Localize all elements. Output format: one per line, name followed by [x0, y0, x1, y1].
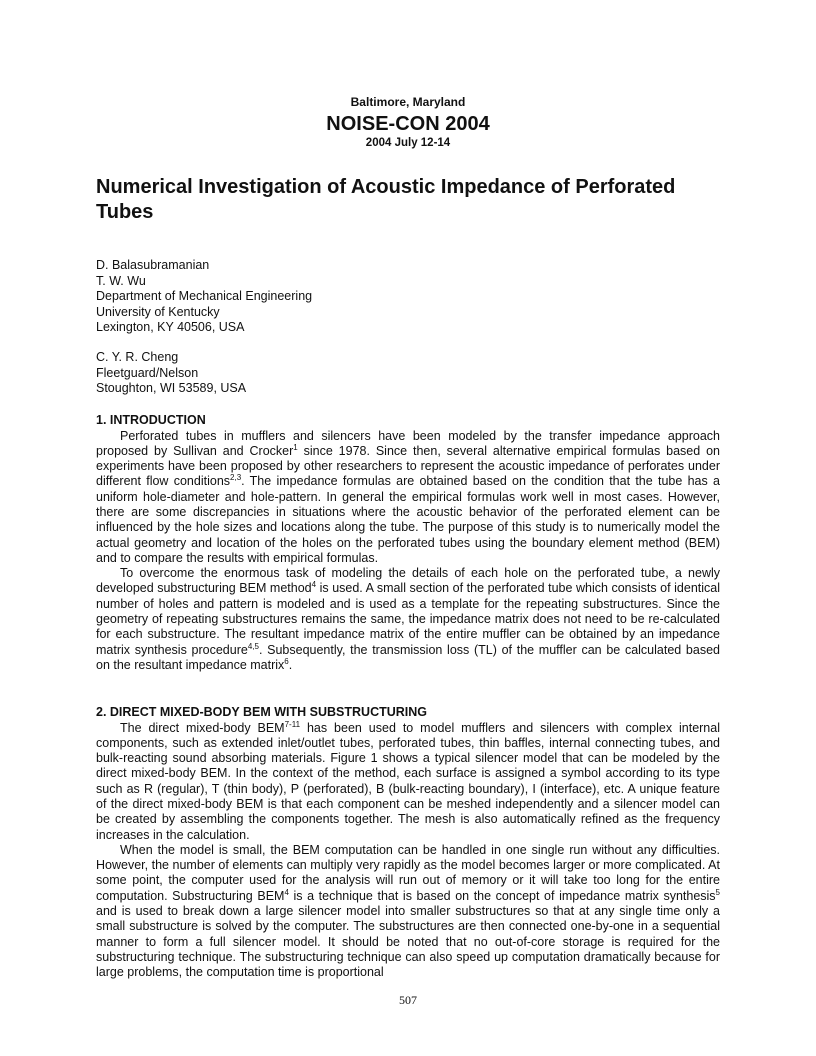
- citation-superscript: 4: [311, 580, 317, 590]
- paragraph: [96, 721, 720, 843]
- affiliation-line: University of Kentucky: [96, 304, 220, 319]
- paragraph-text: and is used to break down a large silencer model into smaller substructures so that at any single time only a small substructure is solved by the computer. The substructures are then connected one-by-one in a sequential manner to form a full silencer model. It should be noted that no out-of-core storage is required for the substructuring technique. The substructuring technique can also speed up computation dramatically because for large problems, the computation time is proportional: [96, 904, 720, 980]
- section-heading: 1. INTRODUCTION: [96, 413, 206, 427]
- citation-superscript: 5: [715, 887, 720, 897]
- section-heading: 2. DIRECT MIXED-BODY BEM WITH SUBSTRUCTURING: [96, 705, 428, 719]
- paragraph-text: since 1978. Since then, several alternative empirical formulas based on experiments have been proposed by other researchers to represent the acoustic impedance of perforates under different flow conditions: [96, 443, 720, 489]
- affiliation-line: Department of Mechanical Engineering: [96, 289, 313, 304]
- paragraph-text: . Subsequently, the transmission loss (TL) of the muffler can be calculated based on the resultant impedance matrix: [96, 642, 720, 672]
- paragraph-text: The direct mixed-body BEM: [120, 720, 285, 735]
- citation-superscript: 4: [284, 887, 289, 897]
- conference-name: NOISE-CON 2004: [326, 113, 490, 135]
- citation-superscript: 7-11: [284, 719, 301, 729]
- paragraph-text: is a technique that is based on the concept of impedance matrix synthesis: [288, 888, 716, 903]
- section-introduction: [96, 413, 720, 673]
- citation-superscript: 6: [284, 656, 289, 666]
- paragraph-text: .: [288, 657, 293, 672]
- affiliation-line: Fleetguard/Nelson: [96, 365, 199, 380]
- paragraph-text: Perforated tubes in mufflers and silencers have been modeled by the transfer impedance approach proposed by Sullivan and Crocker: [96, 428, 720, 458]
- citation-superscript: 4,5: [247, 641, 259, 651]
- paragraph-text: is used. A small section of the perforated tube which consists of identical number of holes and pattern is modeled and is used as a template for the repeating substructures. Since the geometry of repeating substructures remains the same, the impedance matrix does not need to be re-calculated for each substructure. The resultant impedance matrix of the entire muffler can be obtained by an impedance matrix synthesis procedure: [96, 581, 721, 657]
- author-line: T. W. Wu: [96, 273, 146, 288]
- author-block-2: [96, 350, 246, 397]
- section-direct-mixed-body-bem: [96, 705, 720, 981]
- citation-superscript: 2,3: [230, 473, 242, 483]
- author-block-1: [96, 258, 312, 336]
- citation-superscript: 1: [293, 442, 298, 452]
- conference-dates: 2004 July 12-14: [365, 137, 451, 149]
- paragraph-text: . The impedance formulas are obtained based on the condition that the tube has a uniform hole-diameter and hole-pattern. In general the empirical formulas work well in most cases. However, there are some discrepancies in situations where the acoustic behavior of the perforated element can be influenced by the hole sizes and locations along the tube. The purpose of this study is to numerically model the actual geometry and location of the holes on the perforated tubes using the boundary element method (BEM) and to compare the results with empirical formulas.: [96, 474, 720, 565]
- author-line: D. Balasubramanian: [96, 258, 210, 272]
- paragraph-text: has been used to model mufflers and silencers with complex internal components, such as extended inlet/outlet tubes, perforated tubes, thin baffles, internal connecting tubes, and bulk-reacting sound absorbing materials. Figure 1 shows a typical silencer model that can be modeled by the direct mixed-body BEM. In the context of the method, each surface is assigned a symbol according to its type such as R (regular), T (thin body), P (perforated), B (bulk-reacting boundary), I (interface), etc. A unique feature of the direct mixed-body BEM is that each component can be meshed independently and a silencer model can be created by assembling the components together. The mesh is also automatically refined as the frequency increases in the calculation.: [96, 720, 720, 842]
- paragraph: [96, 843, 720, 981]
- paragraph-text: When the model is small, the BEM computation can be handled in one single run without any difficulties. However, the number of elements can multiply very rapidly as the model becomes larger or more complicated. At some point, the computer used for the analysis will run out of memory or it will take too long for the entire computation. Substructuring BEM: [96, 842, 720, 903]
- author-line: C. Y. R. Cheng: [96, 350, 179, 364]
- address-line: Lexington, KY 40506, USA: [96, 320, 245, 335]
- address-line: Stoughton, WI 53589, USA: [96, 381, 247, 396]
- paper-title: Numerical Investigation of Acoustic Impedance of Perforated Tubes: [96, 176, 676, 223]
- paragraph-text: To overcome the enormous task of modeling the details of each hole on the perforated tube, a newly developed substructuring BEM method: [96, 566, 720, 596]
- paragraph: [96, 429, 720, 567]
- page-number: 507: [399, 993, 417, 1007]
- conference-location: Baltimore, Maryland: [350, 95, 466, 109]
- paragraph: [96, 566, 720, 673]
